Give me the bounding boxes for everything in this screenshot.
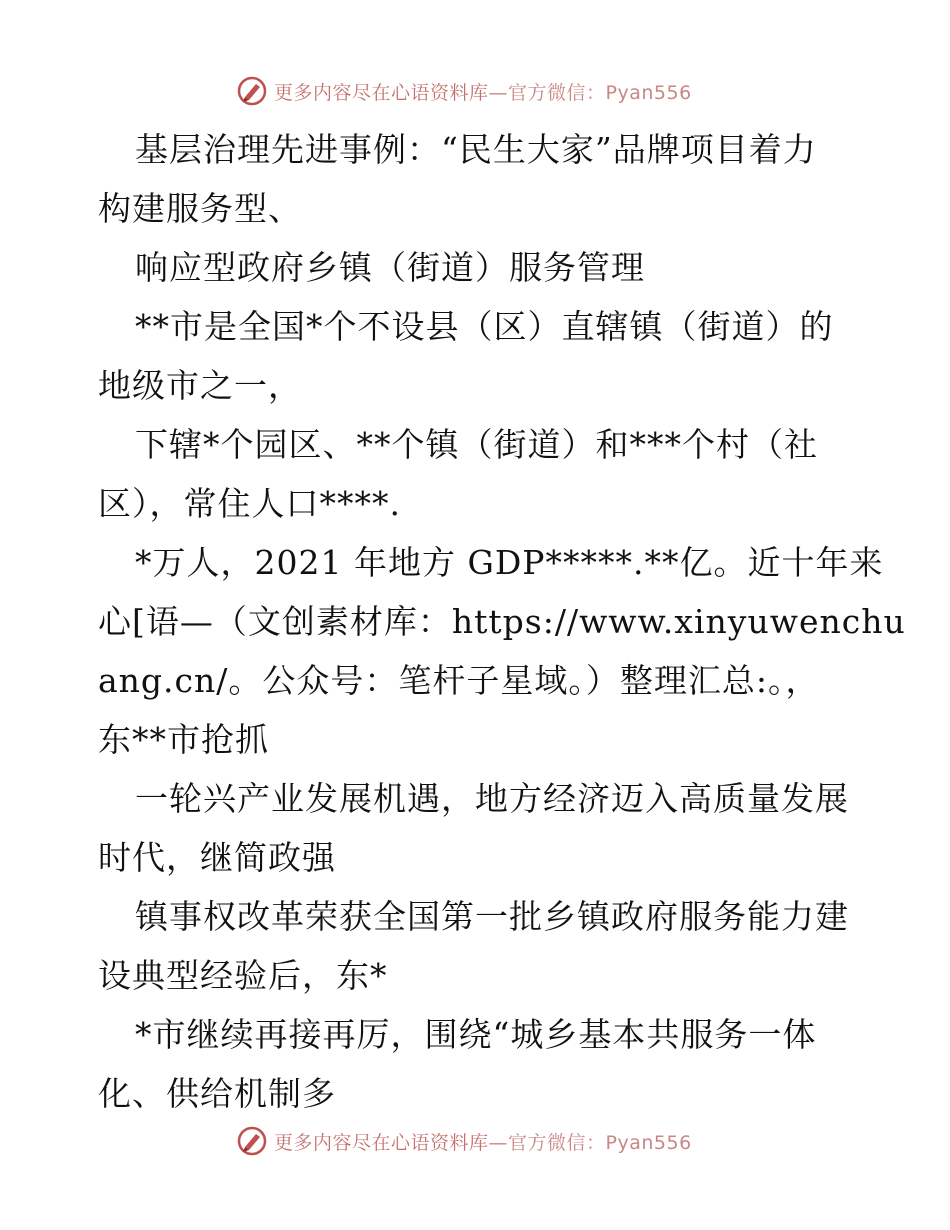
watermark-text bbox=[274, 78, 692, 105]
watermark-main: 更多内容尽在心语资料库 bbox=[274, 1131, 489, 1154]
watermark-contact: 官方微信：Pyan556 bbox=[508, 1131, 692, 1154]
watermark-sep: — bbox=[488, 81, 509, 104]
document-text bbox=[98, 120, 906, 1123]
text-line: 东**市抢抓 bbox=[98, 720, 269, 759]
text-line: *市继续再接再厉，围绕“城乡基本共服务一体 bbox=[135, 1015, 817, 1054]
watermark-sep: — bbox=[488, 1131, 509, 1154]
pen-nib-logo-icon bbox=[236, 1125, 268, 1157]
footer-watermark bbox=[236, 1124, 692, 1158]
text-line: 设典型经验后，东* bbox=[98, 956, 388, 995]
watermark-text bbox=[274, 1128, 692, 1155]
text-line: 镇事权改革荣获全国第一批乡镇政府服务能力建 bbox=[135, 897, 849, 936]
text-line: **市是全国*个不设县（区）直辖镇（街道）的 bbox=[135, 307, 834, 346]
text-line: *万人，2021 年地方 GDP*****.**亿。近十年来 bbox=[135, 543, 884, 582]
text-line: 心[语—（文创素材库：https://www.xinyuwenchu bbox=[98, 602, 906, 641]
watermark-main: 更多内容尽在心语资料库 bbox=[274, 81, 489, 104]
document-body bbox=[98, 120, 906, 1123]
text-line: 区），常住人口****. bbox=[98, 484, 401, 523]
text-line: 下辖*个园区、**个镇（街道）和***个村（社 bbox=[135, 425, 818, 464]
text-line: 化、供给机制多 bbox=[98, 1074, 336, 1113]
watermark-contact: 官方微信：Pyan556 bbox=[508, 81, 692, 104]
pen-nib-logo-icon bbox=[236, 75, 268, 107]
text-line: 响应型政府乡镇（街道）服务管理 bbox=[135, 248, 645, 287]
header-watermark bbox=[236, 74, 692, 108]
text-line: 地级市之一， bbox=[98, 366, 302, 405]
text-line: ang.cn/。公众号：笔杆子星域。）整理汇总:。， bbox=[98, 661, 820, 700]
text-line: 基层治理先进事例：“民生大家”品牌项目着力 bbox=[135, 130, 817, 169]
text-line: 时代，继简政强 bbox=[98, 838, 336, 877]
text-line: 一轮兴产业发展机遇，地方经济迈入高质量发展 bbox=[135, 779, 849, 818]
text-line: 构建服务型、 bbox=[98, 189, 302, 228]
